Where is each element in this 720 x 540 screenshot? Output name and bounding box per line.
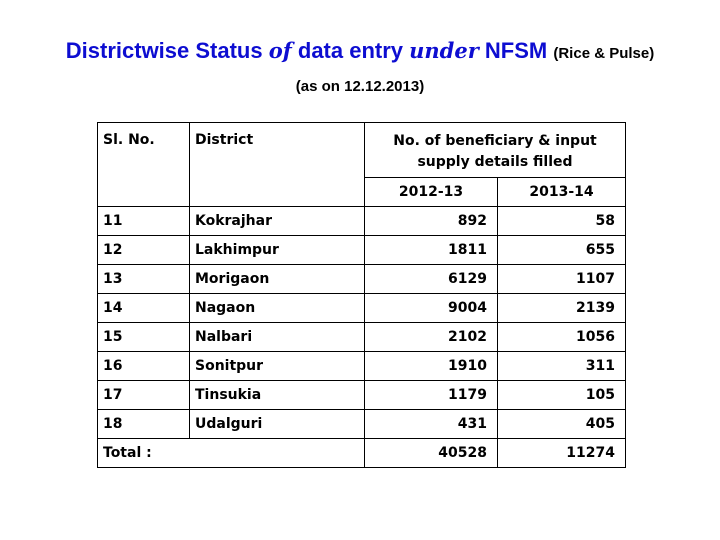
table-row bbox=[98, 265, 626, 294]
header-beneficiary: No. of beneficiary & input supply details filled bbox=[365, 123, 626, 178]
header-row bbox=[98, 123, 626, 178]
value-2013-14-cell: 405 bbox=[498, 410, 626, 439]
total-2012-13: 40528 bbox=[365, 439, 498, 468]
as-on-date: (as on 12.12.2013) bbox=[295, 78, 425, 95]
value-2012-13-cell: 9004 bbox=[365, 294, 498, 323]
value-2013-14-cell: 1107 bbox=[498, 265, 626, 294]
header-sl-no: Sl. No. bbox=[98, 123, 190, 207]
value-2013-14-cell: 655 bbox=[498, 236, 626, 265]
title-part-4: under bbox=[409, 38, 479, 63]
status-table bbox=[97, 122, 626, 468]
header-year-2013-14: 2013-14 bbox=[498, 178, 626, 207]
value-2012-13-cell: 6129 bbox=[365, 265, 498, 294]
value-2012-13-cell: 1179 bbox=[365, 381, 498, 410]
title-part-1: Districtwise Status bbox=[65, 38, 269, 63]
table-row bbox=[98, 207, 626, 236]
value-2013-14-cell: 2139 bbox=[498, 294, 626, 323]
table-row bbox=[98, 294, 626, 323]
value-2013-14-cell: 58 bbox=[498, 207, 626, 236]
sl-no-cell: 12 bbox=[98, 236, 190, 265]
sl-no-cell: 13 bbox=[98, 265, 190, 294]
district-cell: Lakhimpur bbox=[190, 236, 365, 265]
value-2013-14-cell: 311 bbox=[498, 352, 626, 381]
table-row bbox=[98, 352, 626, 381]
value-2012-13-cell: 431 bbox=[365, 410, 498, 439]
value-2012-13-cell: 892 bbox=[365, 207, 498, 236]
header-year-2012-13: 2012-13 bbox=[365, 178, 498, 207]
title-subtitle: (Rice & Pulse) bbox=[553, 45, 655, 62]
value-2012-13-cell: 2102 bbox=[365, 323, 498, 352]
sl-no-cell: 11 bbox=[98, 207, 190, 236]
district-cell: Nalbari bbox=[190, 323, 365, 352]
sl-no-cell: 17 bbox=[98, 381, 190, 410]
value-2012-13-cell: 1910 bbox=[365, 352, 498, 381]
district-cell: Nagaon bbox=[190, 294, 365, 323]
title-part-5: NFSM bbox=[478, 38, 554, 63]
table-row bbox=[98, 410, 626, 439]
value-2012-13-cell: 1811 bbox=[365, 236, 498, 265]
total-row bbox=[98, 439, 626, 468]
title-part-3: data entry bbox=[291, 38, 410, 63]
district-cell: Udalguri bbox=[190, 410, 365, 439]
district-cell: Morigaon bbox=[190, 265, 365, 294]
title-part-2: of bbox=[268, 38, 292, 63]
value-2013-14-cell: 1056 bbox=[498, 323, 626, 352]
district-cell: Tinsukia bbox=[190, 381, 365, 410]
total-label: Total : bbox=[98, 439, 365, 468]
sl-no-cell: 18 bbox=[98, 410, 190, 439]
table-row bbox=[98, 323, 626, 352]
sl-no-cell: 16 bbox=[98, 352, 190, 381]
district-cell: Kokrajhar bbox=[190, 207, 365, 236]
table-row bbox=[98, 236, 626, 265]
sl-no-cell: 15 bbox=[98, 323, 190, 352]
total-2013-14: 11274 bbox=[498, 439, 626, 468]
sl-no-cell: 14 bbox=[98, 294, 190, 323]
page-title bbox=[0, 38, 720, 64]
value-2013-14-cell: 105 bbox=[498, 381, 626, 410]
district-cell: Sonitpur bbox=[190, 352, 365, 381]
header-district: District bbox=[190, 123, 365, 207]
table-row bbox=[98, 381, 626, 410]
